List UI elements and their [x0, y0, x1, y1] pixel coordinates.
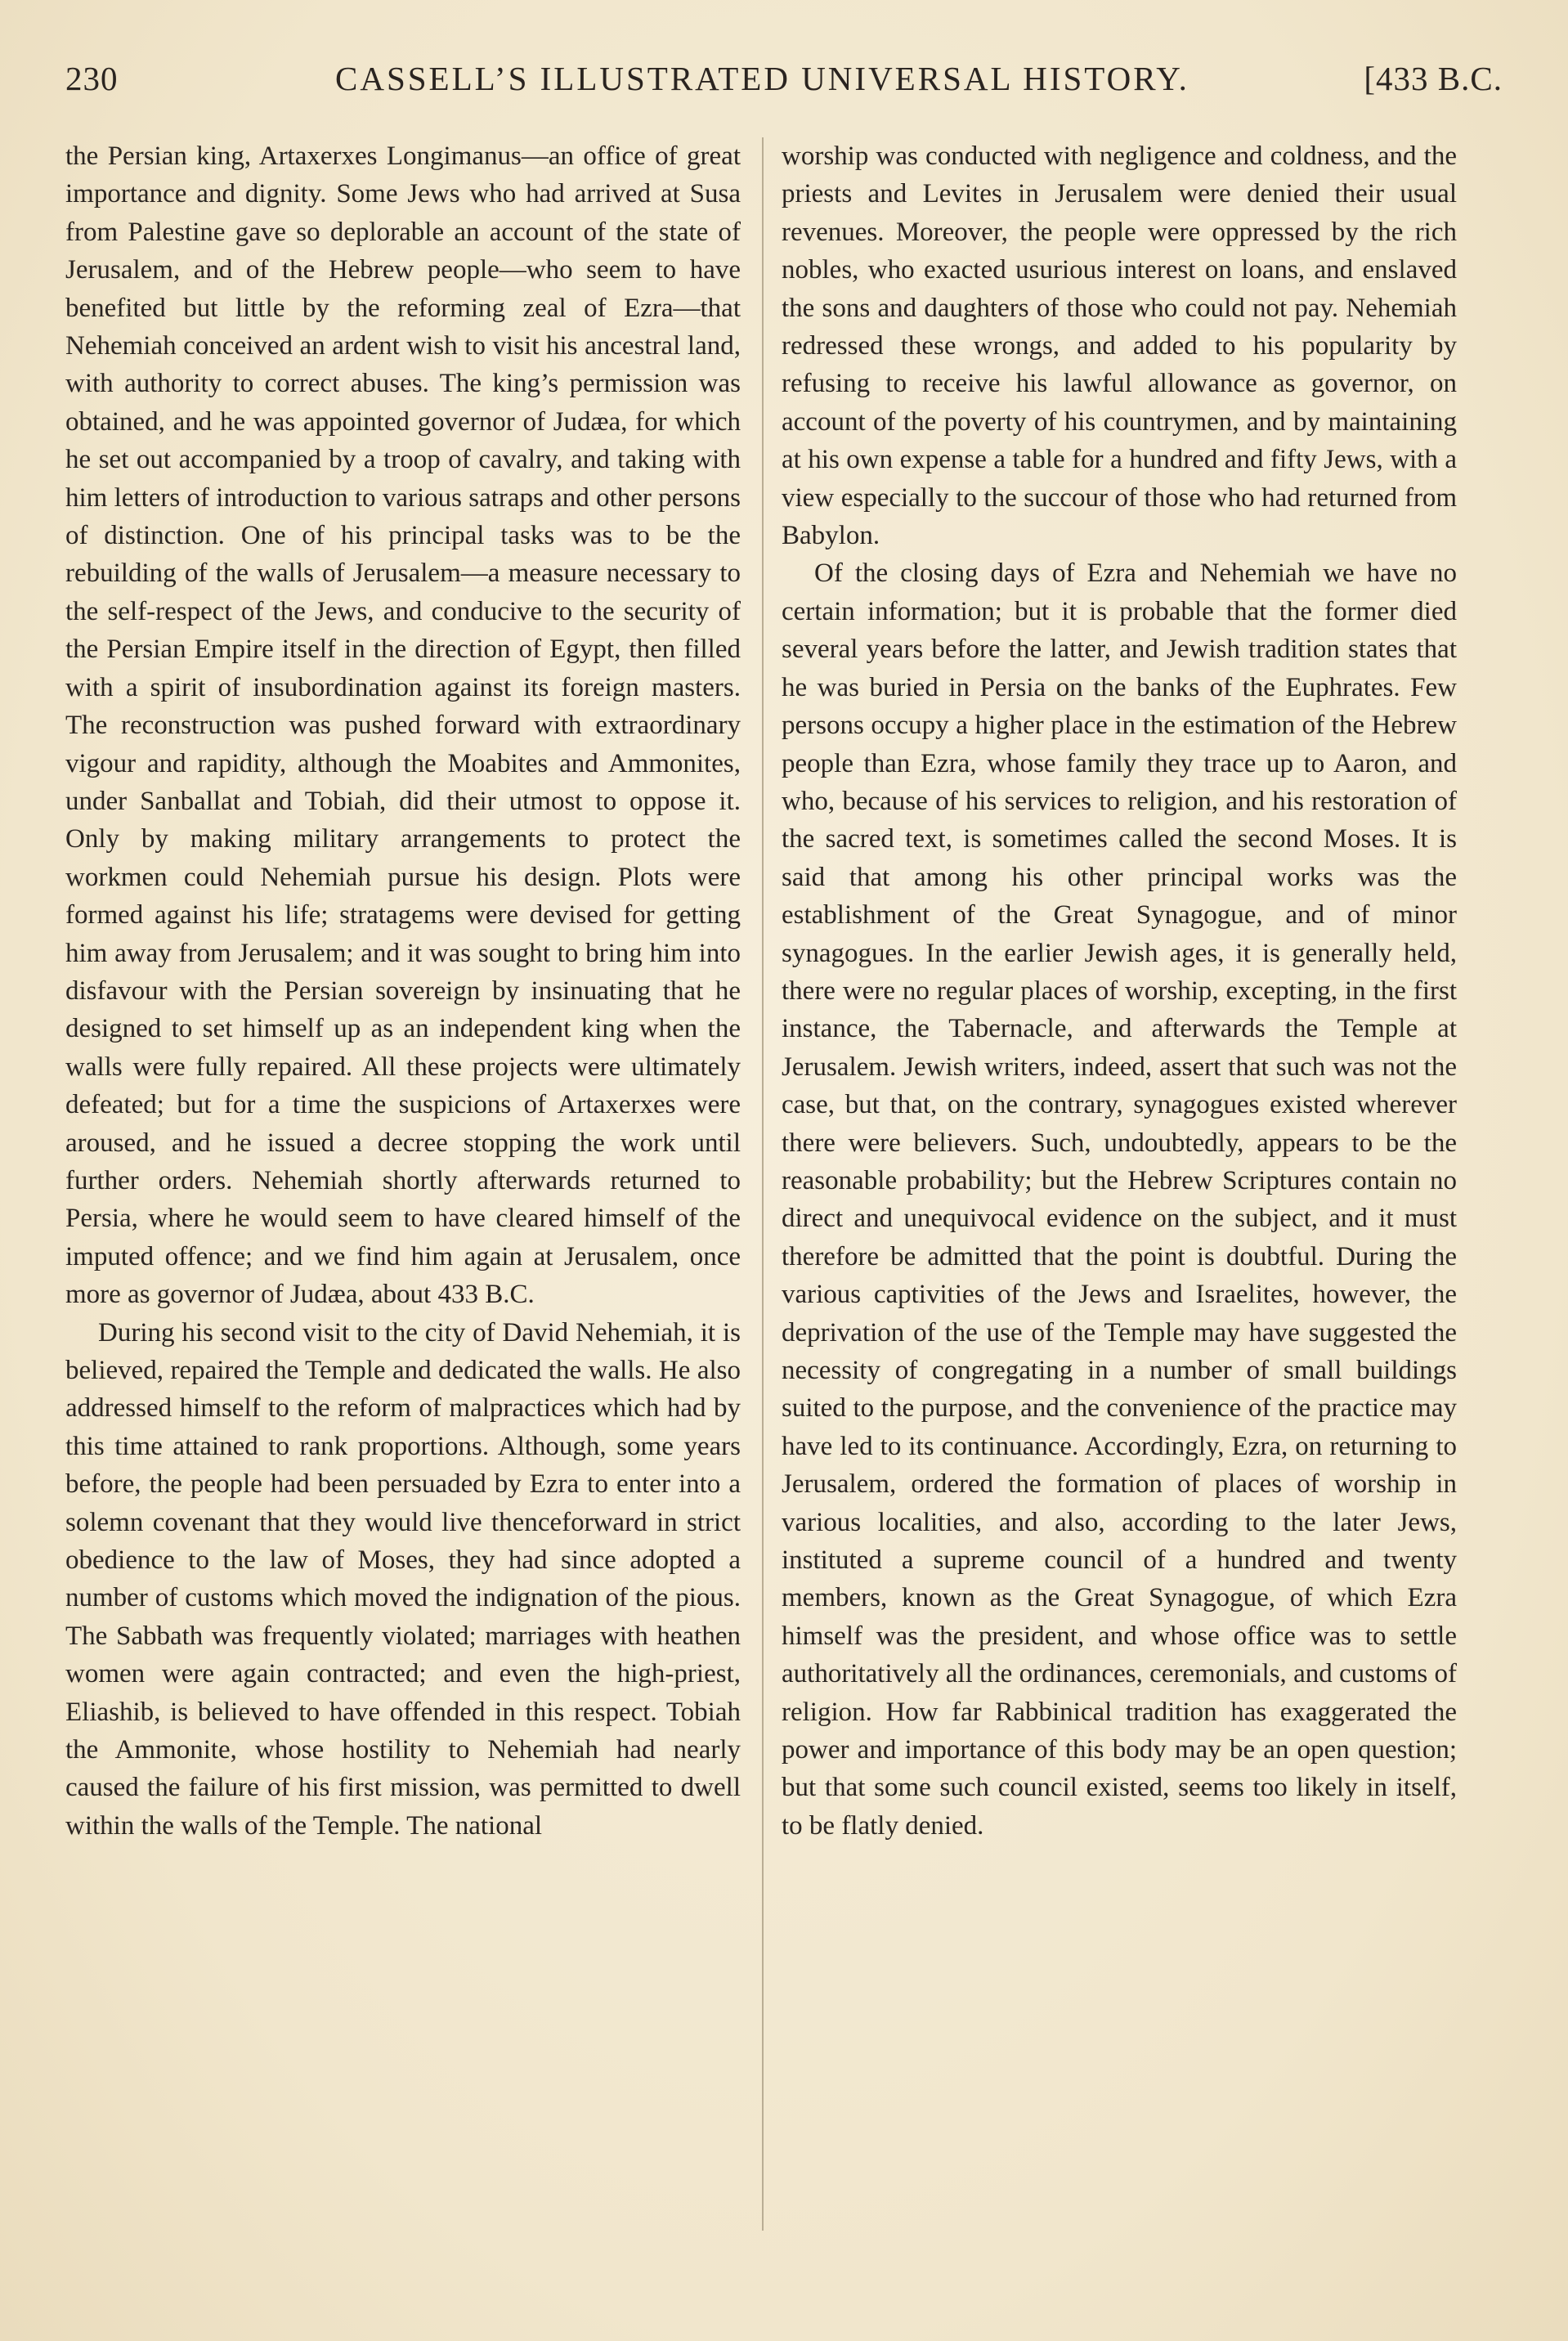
page-header [65, 59, 1503, 108]
running-title: CASSELL’S ILLUSTRATED UNIVERSAL HISTORY. [335, 60, 1189, 97]
left-column [65, 137, 741, 1845]
right-paragraph-2: Of the closing days of Ezra and Nehemiah we have no certain information; but it is probable that the former died several years before the latter, and Jewish tradition states that he was buried in Persia on the banks of the Euphrates. Few persons occupy a higher place in the estimation of the Hebrew people than Ezra, whose family they trace up to Aaron, and who, because of his services to religion, and his restoration of the sacred text, is sometimes called the second Moses. It is said that among his other principal works was the establishment of the Great Synagogue, and of minor synagogues. In the earlier Jewish ages, it is generally held, there were no regular places of worship, excepting, in the first instance, the Tabernacle, and afterwards the Temple at Jerusalem. Jewish writers, indeed, assert that such was not the case, but that, on the contrary, synagogues existed wherever there were believers. Such, undoubtedly, appears to be the reasonable probability; but the Hebrew Scriptures contain no direct and unequivocal evidence on the subject, and it must therefore be admitted that the point is doubtful. During the various captivities of the Jews and Israelites, however, the deprivation of the use of the Temple may have suggested the necessity of congregating in a number of small buildings suited to the purpose, and the convenience of the practice may have led to its continuance. Accordingly, Ezra, on returning to Jerusalem, ordered the formation of places of worship in various localities, and also, according to the later Jews, instituted a supreme council of a hundred and twenty members, known as the Great Synagogue, of which Ezra himself was the president, and whose office was to settle authoritatively all the ordinances, ceremonials, and customs of religion. How far Rabbinical tradition has exaggerated the power and importance of this body may be an open question; but that some such council existed, seems too likely in itself, to be flatly denied. [782, 558, 1457, 1841]
left-paragraph-2: During his second visit to the city of David Nehemiah, it is believed, repaired the Temple and dedicated the walls. He also addressed himself to the reform of malpractices which had by this time attained to rank proportions. Although, some years before, the people had been persuaded by Ezra to enter into a solemn covenant that they would live thenceforward in strict obedience to the law of Moses, they had since adopted a number of customs which moved the indignation of the pious. The Sabbath was frequently violated; marriages with heathen women were again contracted; and even the high-priest, Eliashib, is believed to have offended in this respect. Tobiah the Ammonite, whose hostility to Nehemiah had nearly caused the failure of his first mission, was permitted to dwell within the walls of the Temple. The national [65, 1317, 741, 1841]
right-paragraph-1: worship was conducted with negligence and coldness, and the priests and Levites in Jerusalem were denied their usual revenues. Moreover, the people were oppressed by the rich nobles, who exacted usurious interest on loans, and enslaved the sons and daughters of those who could not pay. Nehemiah redressed these wrongs, and added to his popularity by refusing to receive his lawful allowance as governor, on account of the poverty of his countrymen, and by maintaining at his own expense a table for a hundred and fifty Jews, with a view especially to the succour of those who had returned from Babylon. [782, 141, 1457, 551]
page-number: 230 [65, 60, 119, 97]
column-divider [762, 137, 764, 2231]
left-paragraph-1: the Persian king, Artaxerxes Longimanus—an office of great importance and dignity. Some Jews who had arrived at Susa from Palestine gave so deplorable an account of the state of Jerusalem, and of the Hebrew people—who seem to have benefited but little by the reforming zeal of Ezra—that Nehemiah conceived an ardent wish to visit his ancestral land, with authority to correct abuses. The king’s permission was obtained, and he was appointed governor of Judæa, for which he set out accompanied by a troop of cavalry, and taking with him letters of introduction to various satraps and other persons of distinction. One of his principal tasks was to be the rebuilding of the walls of Jerusalem—a measure necessary to the self-respect of the Jews, and conducive to the security of the Persian Empire itself in the direction of Egypt, then filled with a spirit of insubordination against its foreign masters. The reconstruction was pushed forward with extraordinary vigour and rapidity, although the Moabites and Ammonites, under Sanballat and Tobiah, did their utmost to oppose it. Only by making military arrangements to protect the workmen could Nehemiah pursue his design. Plots were formed against his life; stratagems were devised for getting him away from Jerusalem; and it was sought to bring him into disfavour with the Persian sovereign by insinuating that he designed to set himself up as an independent king when the walls were fully repaired. All these projects were ultimately defeated; but for a time the suspicions of Artaxerxes were aroused, and he issued a decree stopping the work until further orders. Nehemiah shortly afterwards returned to Persia, where he would seem to have cleared himself of the imputed offence; and we find him again at Jerusalem, once more as governor of Judæa, about 433 B.C. [65, 141, 741, 1310]
page-date: [433 B.C. [1364, 60, 1503, 97]
right-column [782, 137, 1457, 1845]
